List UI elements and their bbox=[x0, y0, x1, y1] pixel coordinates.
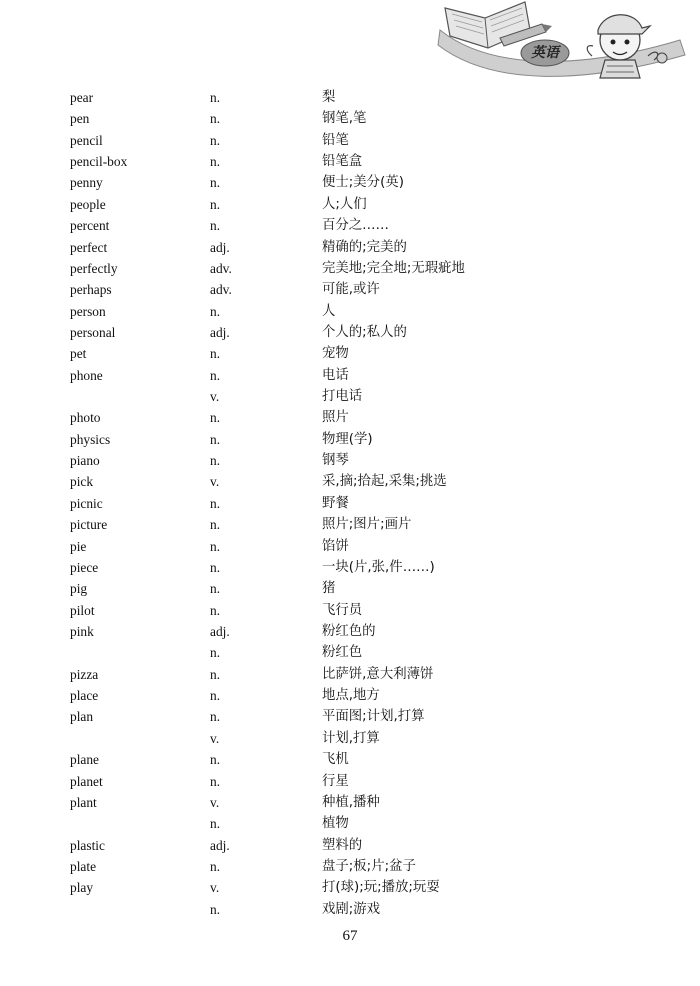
entry-word: percent bbox=[70, 218, 110, 234]
vocab-entry bbox=[70, 343, 630, 364]
entry-part-of-speech: n. bbox=[210, 581, 221, 597]
entry-meaning: 粉红色的 bbox=[322, 623, 376, 639]
entry-part-of-speech: adj. bbox=[210, 239, 230, 255]
entry-part-of-speech: v. bbox=[210, 389, 220, 405]
entry-word: pig bbox=[70, 581, 88, 597]
entry-part-of-speech: n. bbox=[210, 90, 221, 105]
entry-word: perhaps bbox=[70, 282, 112, 298]
entry-word: perfectly bbox=[70, 260, 118, 276]
entry-meaning: 打电话 bbox=[322, 389, 363, 405]
vocab-entry bbox=[70, 151, 630, 172]
entry-meaning: 照片;图片;画片 bbox=[322, 517, 412, 533]
entry-part-of-speech: v. bbox=[210, 730, 220, 746]
entry-part-of-speech: n. bbox=[210, 410, 221, 426]
entry-meaning: 百分之…… bbox=[322, 218, 389, 234]
vocab-entry bbox=[70, 172, 630, 193]
entry-part-of-speech: n. bbox=[210, 901, 221, 917]
entry-part-of-speech: adj. bbox=[210, 324, 230, 340]
entry-part-of-speech: n. bbox=[210, 218, 221, 234]
vocab-entry bbox=[70, 386, 630, 407]
entry-word: pink bbox=[70, 623, 94, 639]
entry-word: pear bbox=[70, 90, 94, 105]
entry-meaning: 钢琴 bbox=[322, 453, 349, 469]
entry-part-of-speech: n. bbox=[210, 688, 221, 704]
entry-part-of-speech: n. bbox=[210, 453, 221, 469]
vocab-entry bbox=[70, 194, 630, 215]
entry-word: phone bbox=[70, 367, 103, 383]
entry-word: planet bbox=[70, 773, 103, 789]
entry-part-of-speech: n. bbox=[210, 538, 221, 554]
entry-part-of-speech: adj. bbox=[210, 837, 230, 853]
entry-meaning: 精确的;完美的 bbox=[322, 239, 407, 255]
vocab-entry bbox=[70, 771, 630, 792]
entry-word: place bbox=[70, 688, 99, 704]
entry-part-of-speech: v. bbox=[210, 794, 220, 810]
entry-part-of-speech: n. bbox=[210, 154, 221, 170]
vocab-entry bbox=[70, 749, 630, 770]
vocab-entry bbox=[70, 279, 630, 300]
entry-part-of-speech: adj. bbox=[210, 623, 230, 639]
entry-word: piece bbox=[70, 559, 99, 575]
entry-part-of-speech: n. bbox=[210, 175, 221, 191]
entry-word: pencil-box bbox=[70, 154, 128, 170]
entry-word: pick bbox=[70, 474, 94, 490]
entry-word: pencil bbox=[70, 132, 103, 148]
entry-meaning: 一块(片,张,件……) bbox=[322, 559, 435, 575]
entry-word: pen bbox=[70, 111, 90, 127]
vocab-entry bbox=[70, 536, 630, 557]
entry-part-of-speech: n. bbox=[210, 346, 221, 362]
vocab-entry bbox=[70, 237, 630, 258]
entry-meaning: 钢笔,笔 bbox=[322, 111, 367, 127]
entry-meaning: 飞行员 bbox=[322, 602, 363, 618]
vocab-entry bbox=[70, 664, 630, 685]
header-decoration bbox=[430, 0, 700, 82]
entry-part-of-speech: n. bbox=[210, 709, 221, 725]
entry-word: picnic bbox=[70, 495, 103, 511]
entry-word: person bbox=[70, 303, 106, 319]
entry-word: plastic bbox=[70, 837, 105, 853]
entry-word: photo bbox=[70, 410, 101, 426]
vocabulary-list bbox=[70, 87, 630, 920]
vocab-entry bbox=[70, 87, 630, 108]
entry-word: plant bbox=[70, 794, 97, 810]
entry-meaning: 馅饼 bbox=[322, 538, 349, 554]
entry-meaning: 飞机 bbox=[322, 752, 349, 768]
entry-part-of-speech: n. bbox=[210, 196, 221, 212]
vocab-entry bbox=[70, 835, 630, 856]
entry-part-of-speech: n. bbox=[210, 111, 221, 127]
entry-meaning: 打(球);玩;播放;玩耍 bbox=[322, 880, 440, 896]
entry-meaning: 猪 bbox=[322, 581, 336, 597]
vocab-entry bbox=[70, 301, 630, 322]
entry-word: penny bbox=[70, 175, 103, 191]
entry-part-of-speech: n. bbox=[210, 517, 221, 533]
vocab-entry bbox=[70, 600, 630, 621]
entry-meaning: 宠物 bbox=[322, 346, 349, 362]
vocab-entry bbox=[70, 856, 630, 877]
entry-meaning: 物理(学) bbox=[322, 431, 373, 447]
entry-meaning: 戏剧;游戏 bbox=[322, 901, 381, 917]
entry-meaning: 便士;美分(英) bbox=[322, 175, 404, 191]
entry-meaning: 种植,播种 bbox=[322, 794, 380, 810]
entry-word: physics bbox=[70, 431, 111, 447]
vocab-entry bbox=[70, 493, 630, 514]
vocab-entry bbox=[70, 258, 630, 279]
page-number: 67 bbox=[342, 928, 358, 944]
vocab-entry bbox=[70, 877, 630, 898]
entry-part-of-speech: n. bbox=[210, 858, 221, 874]
entry-word: picture bbox=[70, 517, 108, 533]
entry-part-of-speech: n. bbox=[210, 773, 221, 789]
vocab-entry bbox=[70, 130, 630, 151]
entry-word: pilot bbox=[70, 602, 95, 618]
entry-part-of-speech: n. bbox=[210, 666, 221, 682]
vocab-entry bbox=[70, 578, 630, 599]
entry-meaning: 梨 bbox=[322, 90, 336, 105]
entry-part-of-speech: n. bbox=[210, 602, 221, 618]
entry-word: people bbox=[70, 196, 106, 212]
entry-meaning: 行星 bbox=[322, 773, 349, 789]
entry-part-of-speech: n. bbox=[210, 367, 221, 383]
entry-word: pizza bbox=[70, 666, 99, 682]
entry-meaning: 塑料的 bbox=[322, 837, 363, 853]
entry-part-of-speech: v. bbox=[210, 880, 220, 896]
entry-part-of-speech: n. bbox=[210, 303, 221, 319]
vocab-entry bbox=[70, 685, 630, 706]
entry-meaning: 粉红色 bbox=[322, 645, 363, 661]
vocab-entry bbox=[70, 706, 630, 727]
entry-meaning: 野餐 bbox=[322, 495, 349, 511]
vocab-entry bbox=[70, 365, 630, 386]
entry-part-of-speech: adv. bbox=[210, 282, 232, 298]
entry-part-of-speech: n. bbox=[210, 559, 221, 575]
vocab-entry bbox=[70, 429, 630, 450]
entry-word: perfect bbox=[70, 239, 108, 255]
vocab-entry bbox=[70, 792, 630, 813]
entry-meaning: 平面图;计划,打算 bbox=[322, 709, 425, 725]
entry-word: play bbox=[70, 880, 94, 896]
entry-meaning: 地点,地方 bbox=[322, 688, 380, 704]
entry-meaning: 照片 bbox=[322, 410, 349, 426]
entry-word: pie bbox=[70, 538, 87, 554]
entry-meaning: 个人的;私人的 bbox=[322, 324, 407, 340]
vocab-entry bbox=[70, 322, 630, 343]
vocab-entry bbox=[70, 728, 630, 749]
entry-word: plane bbox=[70, 752, 99, 768]
entry-word: pet bbox=[70, 346, 87, 362]
vocab-entry bbox=[70, 108, 630, 129]
vocab-entry bbox=[70, 514, 630, 535]
vocab-entry bbox=[70, 215, 630, 236]
entry-meaning: 采,摘;拾起,采集;挑选 bbox=[322, 474, 447, 490]
entry-meaning: 可能,或许 bbox=[322, 282, 380, 298]
entry-word: plan bbox=[70, 709, 94, 725]
vocab-entry bbox=[70, 407, 630, 428]
entry-meaning: 铅笔 bbox=[322, 132, 349, 148]
vocab-entry bbox=[70, 899, 630, 920]
entry-meaning: 比萨饼,意大利薄饼 bbox=[322, 666, 434, 682]
entry-word: plate bbox=[70, 858, 97, 874]
entry-part-of-speech: adv. bbox=[210, 260, 232, 276]
vocab-entry bbox=[70, 557, 630, 578]
entry-part-of-speech: n. bbox=[210, 816, 221, 832]
entry-meaning: 人 bbox=[322, 303, 336, 319]
entry-meaning: 完美地;完全地;无瑕疵地 bbox=[322, 260, 465, 276]
entry-part-of-speech: n. bbox=[210, 495, 221, 511]
entry-part-of-speech: n. bbox=[210, 752, 221, 768]
entry-meaning: 计划,打算 bbox=[322, 730, 380, 746]
vocab-entry bbox=[70, 621, 630, 642]
entry-meaning: 盘子;板;片;盆子 bbox=[322, 858, 416, 874]
entry-word: personal bbox=[70, 324, 116, 340]
vocab-entry bbox=[70, 813, 630, 834]
entry-meaning: 植物 bbox=[322, 816, 349, 832]
entry-part-of-speech: n. bbox=[210, 132, 221, 148]
vocab-entry bbox=[70, 450, 630, 471]
entry-part-of-speech: n. bbox=[210, 645, 221, 661]
entry-part-of-speech: n. bbox=[210, 431, 221, 447]
vocab-entry bbox=[70, 471, 630, 492]
entry-part-of-speech: v. bbox=[210, 474, 220, 490]
entry-meaning: 人;人们 bbox=[322, 196, 367, 212]
subject-label: 英语 bbox=[531, 45, 559, 61]
entry-meaning: 铅笔盒 bbox=[322, 154, 363, 170]
entry-meaning: 电话 bbox=[322, 367, 349, 383]
entry-word: piano bbox=[70, 453, 100, 469]
vocab-entry bbox=[70, 642, 630, 663]
